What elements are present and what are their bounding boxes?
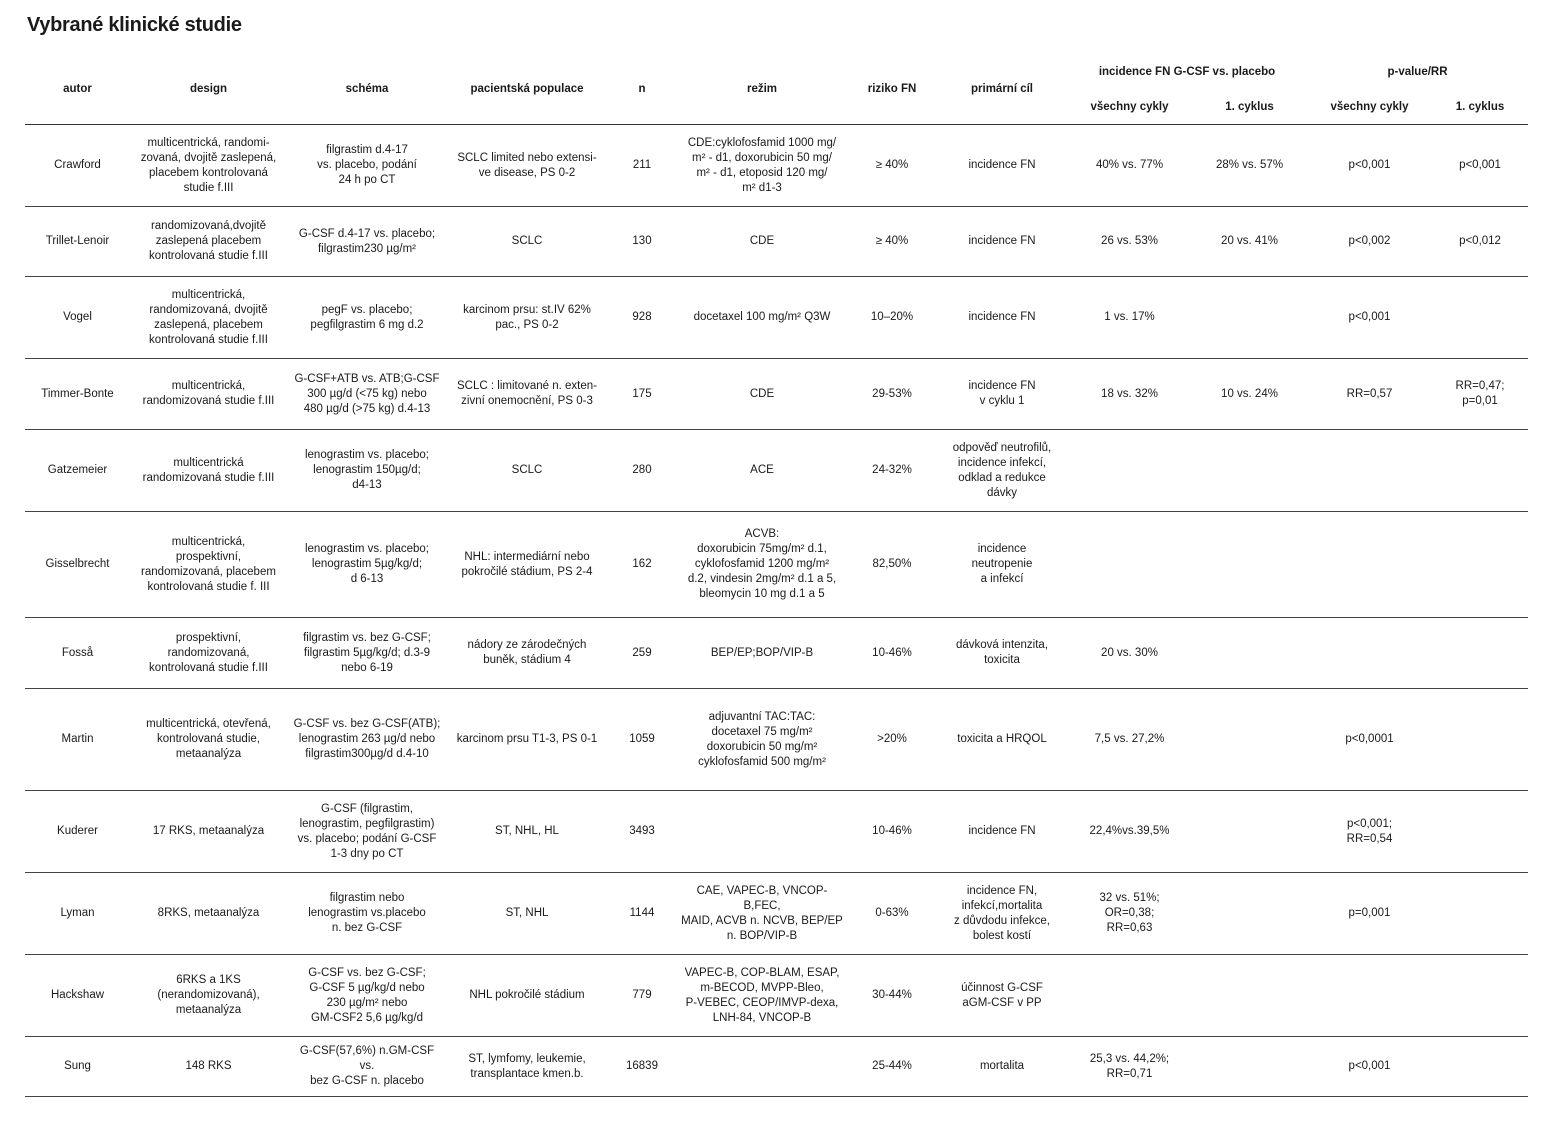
cell-inc-1: 10 vs. 24% — [1221, 387, 1278, 400]
cell-p-all: RR=0,57 — [1346, 387, 1393, 400]
table-row — [25, 873, 1528, 955]
table-row — [25, 512, 1528, 618]
header-schema: schéma — [345, 82, 389, 95]
cell-p-all — [1307, 430, 1432, 512]
cell-p-all: p<0,0001 — [1345, 733, 1394, 745]
cell-riziko: 29-53% — [872, 387, 912, 400]
cell-p-1 — [1432, 277, 1528, 359]
header-incidence-group: incidence FN G-CSF vs. placebo — [1098, 66, 1276, 78]
table-row — [25, 359, 1528, 430]
cell-inc-1 — [1192, 689, 1307, 791]
cell-n: 130 — [632, 235, 652, 247]
table-row — [25, 277, 1528, 359]
cell-cil: incidence neutropenie a infekcí — [971, 543, 1033, 585]
cell-rezim: CDE:cyklofosfamid 1000 mg/ m² - d1, doxorubicin 50 mg/ m² - d1, etoposid 120 mg/ m² d1-3 — [687, 136, 837, 194]
cell-cil: mortalita — [979, 1060, 1025, 1072]
cell-n: 211 — [632, 159, 652, 171]
cell-p-1 — [1432, 689, 1528, 791]
cell-p-1: p<0,001 — [1459, 159, 1501, 171]
cell-p-all: p<0,001 — [1348, 1060, 1391, 1072]
cell-riziko: 10–20% — [870, 311, 914, 323]
cell-inc-1 — [1192, 430, 1307, 512]
cell-p-1 — [1432, 618, 1528, 689]
table-row — [25, 430, 1528, 512]
cell-schema: G-CSF vs. bez G-CSF; G-CSF 5 µg/kg/d nebo 230 µg/m² nebo GM-CSF2 5,6 µg/kg/d — [308, 966, 426, 1024]
cell-autor: Gatzemeier — [47, 464, 108, 476]
cell-autor: Vogel — [63, 311, 92, 323]
cell-inc-all — [1067, 512, 1192, 618]
cell-p-1 — [1432, 873, 1528, 955]
cell-populace: ST, lymfomy, leukemie, transplantace kmen.b. — [468, 1052, 586, 1080]
cell-populace: NHL pokročilé stádium — [469, 989, 585, 1001]
cell-autor: Lyman — [60, 907, 95, 919]
cell-inc-all: 18 vs. 32% — [1101, 387, 1158, 400]
header-inc-1: 1. cyklus — [1225, 101, 1274, 113]
cell-schema: lenograstim vs. placebo; lenograstim 150µg/d; d4-13 — [304, 449, 429, 491]
header-inc-all: všechny cykly — [1090, 101, 1169, 113]
cell-p-1: p<0,012 — [1459, 235, 1501, 247]
cell-p-all — [1307, 618, 1432, 689]
header-p-group: p-value/RR — [1387, 66, 1448, 78]
cell-riziko: 25-44% — [872, 1060, 912, 1072]
cell-autor: Fosså — [61, 646, 94, 659]
cell-cil: účinnost G-CSF aGM-CSF v PP — [961, 981, 1043, 1009]
cell-autor: Gisselbrecht — [45, 558, 110, 570]
cell-populace: SCLC limited nebo extensi- ve disease, PS 0-2 — [457, 151, 597, 179]
cell-p-1 — [1432, 955, 1528, 1037]
cell-n: 3493 — [629, 825, 655, 837]
header-p-all: všechny cykly — [1330, 101, 1409, 113]
cell-populace: karcinom prsu T1-3, PS 0-1 — [456, 733, 598, 745]
cell-autor: Trillet-Lenoir — [45, 235, 110, 247]
cell-populace: karcinom prsu: st.IV 62% pac., PS 0-2 — [463, 303, 591, 331]
cell-autor: Martin — [61, 733, 94, 745]
table-row — [25, 207, 1528, 277]
cell-rezim: docetaxel 100 mg/m² Q3W — [693, 311, 831, 323]
cell-populace: SCLC — [511, 235, 543, 247]
table-row — [25, 791, 1528, 873]
cell-schema: G-CSF (filgrastim, lenograstim, pegfilgrastim) vs. placebo; podání G-CSF 1-3 dny po CT — [297, 802, 437, 860]
cell-n: 1059 — [629, 733, 655, 745]
table-row — [25, 125, 1528, 207]
cell-design: randomizovaná,dvojitě zaslepená placebem kontrolovaná studie f.III — [149, 220, 268, 262]
cell-cil: incidence FN v cyklu 1 — [968, 380, 1036, 407]
cell-rezim: CAE, VAPEC-B, VNCOP-B,FEC, MAID, ACVB n. NCVB, BEP/EP n. BOP/VIP-B — [681, 884, 843, 942]
cell-rezim: ACVB: doxorubicin 75mg/m² d.1, cyklofosfamid 1200 mg/m² d.2, vindesin 2mg/m² d.1 a 5, bleomycin 10 mg d.1 a 5 — [687, 528, 837, 600]
cell-n: 259 — [632, 646, 652, 659]
cell-inc-all: 7,5 vs. 27,2% — [1094, 733, 1165, 745]
cell-autor: Timmer-Bonte — [41, 387, 114, 400]
cell-inc-1: 28% vs. 57% — [1215, 159, 1284, 171]
cell-n: 928 — [632, 311, 652, 323]
cell-rezim: ACE — [750, 464, 774, 476]
cell-inc-all: 32 vs. 51%; OR=0,38; RR=0,63 — [1099, 892, 1160, 934]
cell-inc-1 — [1192, 1037, 1307, 1097]
cell-riziko: 24-32% — [872, 464, 912, 476]
cell-inc-all — [1067, 955, 1192, 1037]
cell-n: 1144 — [629, 907, 655, 919]
cell-inc-all — [1067, 430, 1192, 512]
cell-p-all — [1307, 512, 1432, 618]
header-p-1: 1. cyklus — [1455, 101, 1505, 113]
header-cil: primární cíl — [971, 82, 1033, 95]
cell-design: multicentrická randomizovaná studie f.III — [142, 456, 275, 484]
cell-schema: G-CSF(57,6%) n.GM-CSF vs. bez G-CSF n. placebo — [299, 1045, 435, 1087]
header-design: design — [189, 82, 228, 95]
clinical-studies-table — [25, 54, 1528, 1097]
cell-inc-all: 40% vs. 77% — [1095, 159, 1164, 171]
cell-riziko: 10-46% — [872, 646, 912, 659]
cell-riziko: 10-46% — [872, 825, 912, 837]
cell-p-1: RR=0,47; p=0,01 — [1455, 380, 1505, 407]
cell-design: 17 RKS, metaanalýza — [152, 825, 265, 837]
cell-rezim: VAPEC-B, COP-BLAM, ESAP, m-BECOD, MVPP-Bleo, P-VEBEC, CEOP/IMVP-dexa, LNH-84, VNCOP-B — [684, 966, 840, 1024]
cell-p-1 — [1432, 430, 1528, 512]
cell-rezim: BEP/EP;BOP/VIP-B — [710, 646, 814, 659]
cell-design: 148 RKS — [185, 1060, 232, 1072]
cell-n: 16839 — [626, 1060, 658, 1072]
cell-rezim — [677, 1037, 847, 1097]
cell-riziko: ≥ 40% — [875, 235, 909, 247]
cell-cil: odpověď neutrofilů, incidence infekcí, odklad a redukce dávky — [952, 441, 1052, 499]
cell-autor: Kuderer — [57, 825, 98, 837]
cell-p-all — [1307, 955, 1432, 1037]
cell-inc-all: 22,4%vs.39,5% — [1089, 825, 1170, 837]
header-rezim: režim — [746, 82, 778, 95]
cell-riziko: 0-63% — [875, 907, 909, 919]
cell-p-1 — [1432, 791, 1528, 873]
cell-schema: filgrastim vs. bez G-CSF; filgrastim 5µg/kg/d; d.3-9 nebo 6-19 — [303, 631, 431, 674]
cell-design: prospektivní, randomizovaná, kontrolovaná studie f.III — [149, 631, 268, 674]
cell-n: 175 — [632, 387, 652, 400]
cell-inc-1 — [1192, 873, 1307, 955]
cell-cil: incidence FN — [968, 159, 1036, 171]
cell-p-all: p<0,001; RR=0,54 — [1346, 817, 1393, 845]
cell-populace: SCLC — [511, 464, 543, 476]
cell-p-all: p=0,001 — [1348, 907, 1391, 919]
cell-autor: Sung — [64, 1060, 91, 1072]
header-riziko: riziko FN — [867, 82, 917, 95]
cell-cil: dávková intenzita, toxicita — [955, 639, 1049, 666]
cell-riziko: 82,50% — [872, 558, 912, 570]
cell-design: multicentrická, prospektivní, randomizovaná, placebem kontrolovaná studie f. III — [141, 535, 276, 593]
cell-inc-all: 1 vs. 17% — [1104, 311, 1155, 323]
cell-p-all: p<0,001 — [1348, 159, 1391, 171]
cell-populace: ST, NHL, HL — [495, 825, 559, 837]
cell-inc-1 — [1192, 791, 1307, 873]
cell-rezim: CDE — [749, 387, 775, 400]
cell-inc-1 — [1192, 512, 1307, 618]
cell-design: multicentrická, otevřená, kontrolovaná studie, metaanalýza — [146, 718, 271, 760]
cell-riziko: >20% — [877, 733, 907, 745]
cell-populace: nádory ze zárodečných buněk, stádium 4 — [467, 639, 587, 666]
cell-riziko: ≥ 40% — [875, 159, 909, 171]
cell-n: 280 — [632, 464, 652, 476]
header-populace: pacientská populace — [470, 82, 584, 95]
table-row — [25, 1037, 1528, 1097]
cell-cil: incidence FN — [968, 311, 1036, 323]
cell-schema: G-CSF+ATB vs. ATB;G-CSF 300 µg/d (<75 kg) nebo 480 µg/d (>75 kg) d.4-13 — [294, 372, 440, 415]
cell-design: multicentrická, randomizovaná, dvojitě zaslepená, placebem kontrolovaná studie f.III — [149, 288, 268, 346]
cell-cil: incidence FN — [968, 825, 1036, 837]
table-body — [25, 125, 1528, 1097]
cell-inc-all: 20 vs. 30% — [1101, 646, 1158, 659]
cell-p-1 — [1432, 512, 1528, 618]
cell-populace: NHL: intermediární nebo pokročilé stádium, PS 2-4 — [461, 550, 593, 578]
cell-inc-1 — [1192, 955, 1307, 1037]
cell-cil: toxicita a HRQOL — [957, 733, 1047, 745]
cell-riziko: 30-44% — [872, 989, 912, 1001]
cell-rezim — [677, 791, 847, 873]
cell-inc-1: 20 vs. 41% — [1221, 235, 1278, 247]
cell-schema: pegF vs. placebo; pegfilgrastim 6 mg d.2 — [310, 303, 424, 331]
cell-p-all: p<0,002 — [1348, 235, 1391, 247]
cell-autor: Hackshaw — [50, 989, 105, 1001]
cell-schema: G-CSF vs. bez G-CSF(ATB); lenograstim 263 µg/d nebo filgrastim300µg/d d.4-10 — [293, 718, 441, 760]
cell-rezim: CDE — [749, 235, 775, 247]
cell-design: 8RKS, metaanalýza — [157, 907, 260, 919]
cell-p-1 — [1432, 1037, 1528, 1097]
table-row — [25, 618, 1528, 689]
cell-design: multicentrická, randomi- zovaná, dvojitě zaslepená, placebem kontrolovaná studie f.III — [140, 136, 277, 194]
cell-cil: incidence FN — [968, 235, 1036, 247]
cell-inc-all: 25,3 vs. 44,2%; RR=0,71 — [1089, 1052, 1170, 1080]
cell-schema: filgrastim d.4-17 vs. placebo, podání 24 h po CT — [317, 144, 417, 186]
page-title: Vybrané klinické studie — [27, 14, 242, 36]
cell-p-all: p<0,001 — [1348, 311, 1391, 323]
header-n: n — [638, 82, 646, 95]
cell-populace: ST, NHL — [505, 907, 549, 919]
cell-schema: lenograstim vs. placebo; lenograstim 5µg/kg/d; d 6-13 — [304, 543, 429, 585]
cell-n: 779 — [632, 989, 652, 1001]
cell-schema: filgrastim nebo lenograstim vs.placebo n. bez G-CSF — [308, 892, 426, 934]
cell-inc-1 — [1192, 277, 1307, 359]
table-row — [25, 689, 1528, 791]
cell-inc-all: 26 vs. 53% — [1101, 235, 1158, 247]
cell-populace: SCLC : limitované n. exten- zivní onemocnění, PS 0-3 — [457, 380, 597, 407]
table-row — [25, 955, 1528, 1037]
header-autor: autor — [63, 82, 92, 95]
cell-design: 6RKS a 1KS (nerandomizovaná), metaanalýza — [157, 974, 260, 1016]
table-header — [25, 54, 1528, 125]
cell-autor: Crawford — [54, 159, 101, 171]
cell-n: 162 — [632, 558, 652, 570]
cell-cil: incidence FN, infekcí,mortalita z důvdodu infekce, bolest kostí — [954, 884, 1050, 942]
cell-inc-1 — [1192, 618, 1307, 689]
cell-design: multicentrická, randomizovaná studie f.III — [142, 380, 275, 407]
cell-schema: G-CSF d.4-17 vs. placebo; filgrastim230 µg/m² — [298, 227, 436, 255]
cell-rezim: adjuvantní TAC:TAC: docetaxel 75 mg/m² doxorubicin 50 mg/m² cyklofosfamid 500 mg/m² — [698, 710, 826, 768]
